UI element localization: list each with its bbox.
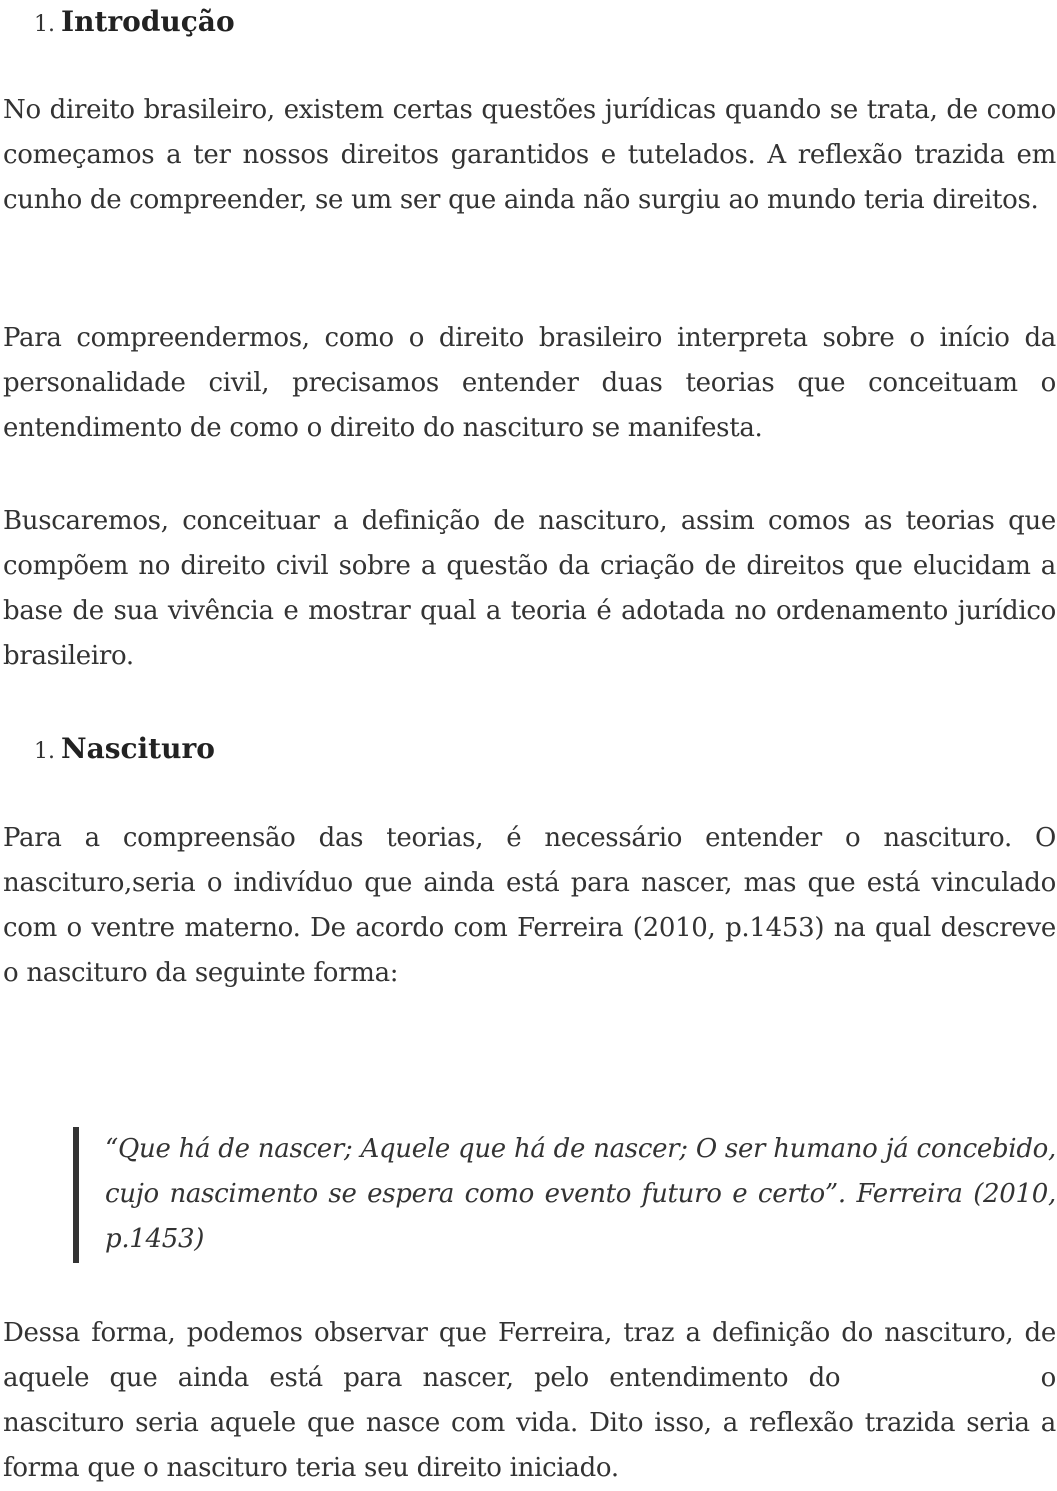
paragraph-intro-3: Buscaremos, conceituar a definição de nascituro, assim comos as teorias que compõem no direito civil sobre a questão da criação de direitos que elucidam a base de sua vivência e mostrar qual a teoria é adotada no ordenamento jurídico brasileiro. (3, 506, 1056, 671)
section-title: Introdução (61, 5, 235, 38)
paragraph-intro-1: No direito brasileiro, existem certas questões jurídicas quando se trata, de como começamos a ter nossos direitos garantidos e tutelados. A reflexão trazida em cunho de compreender, se um ser que ainda não surgiu ao mundo teria direitos. (3, 95, 1056, 215)
section-title: Nascituro (61, 732, 215, 765)
paragraph-closing (3, 1311, 1056, 1491)
section-heading-introducao (34, 5, 235, 38)
paragraph-nascituro-1: Para a compreensão das teorias, é necessário entender o nascituro. O nascituro,seria o indivíduo que ainda está para nascer, mas que está vinculado com o ventre materno. De acordo com Ferreira (2010, p.1453) na qual descreve o nascituro da seguinte forma: (3, 823, 1056, 988)
section-heading-nascituro (34, 732, 215, 765)
blockquote-text: “Que há de nascer; Aquele que há de nascer; O ser humano já concebido, cujo nascimento se espera como evento futuro e certo”. Ferreira (2010, p.1453) (105, 1134, 1056, 1254)
blockquote (73, 1127, 1056, 1263)
section-number: 1. (34, 12, 55, 37)
section-number: 1. (34, 739, 55, 764)
closing-text-part1: Dessa forma, podemos observar que Ferreira, traz a definição do nascituro, de aquele que ainda está para nascer, pelo entendimento do (3, 1318, 1056, 1393)
paragraph-intro-2: Para compreendermos, como o direito brasileiro interpreta sobre o início da personalidade civil, precisamos entender duas teorias que conceituam o entendimento de como o direito do nascituro se manifesta. (3, 323, 1056, 443)
closing-text-part2: o nascituro seria aquele que nasce com vida. Dito isso, a reflexão trazida seria a forma que o nascituro teria seu direito iniciado. (3, 1363, 1057, 1483)
